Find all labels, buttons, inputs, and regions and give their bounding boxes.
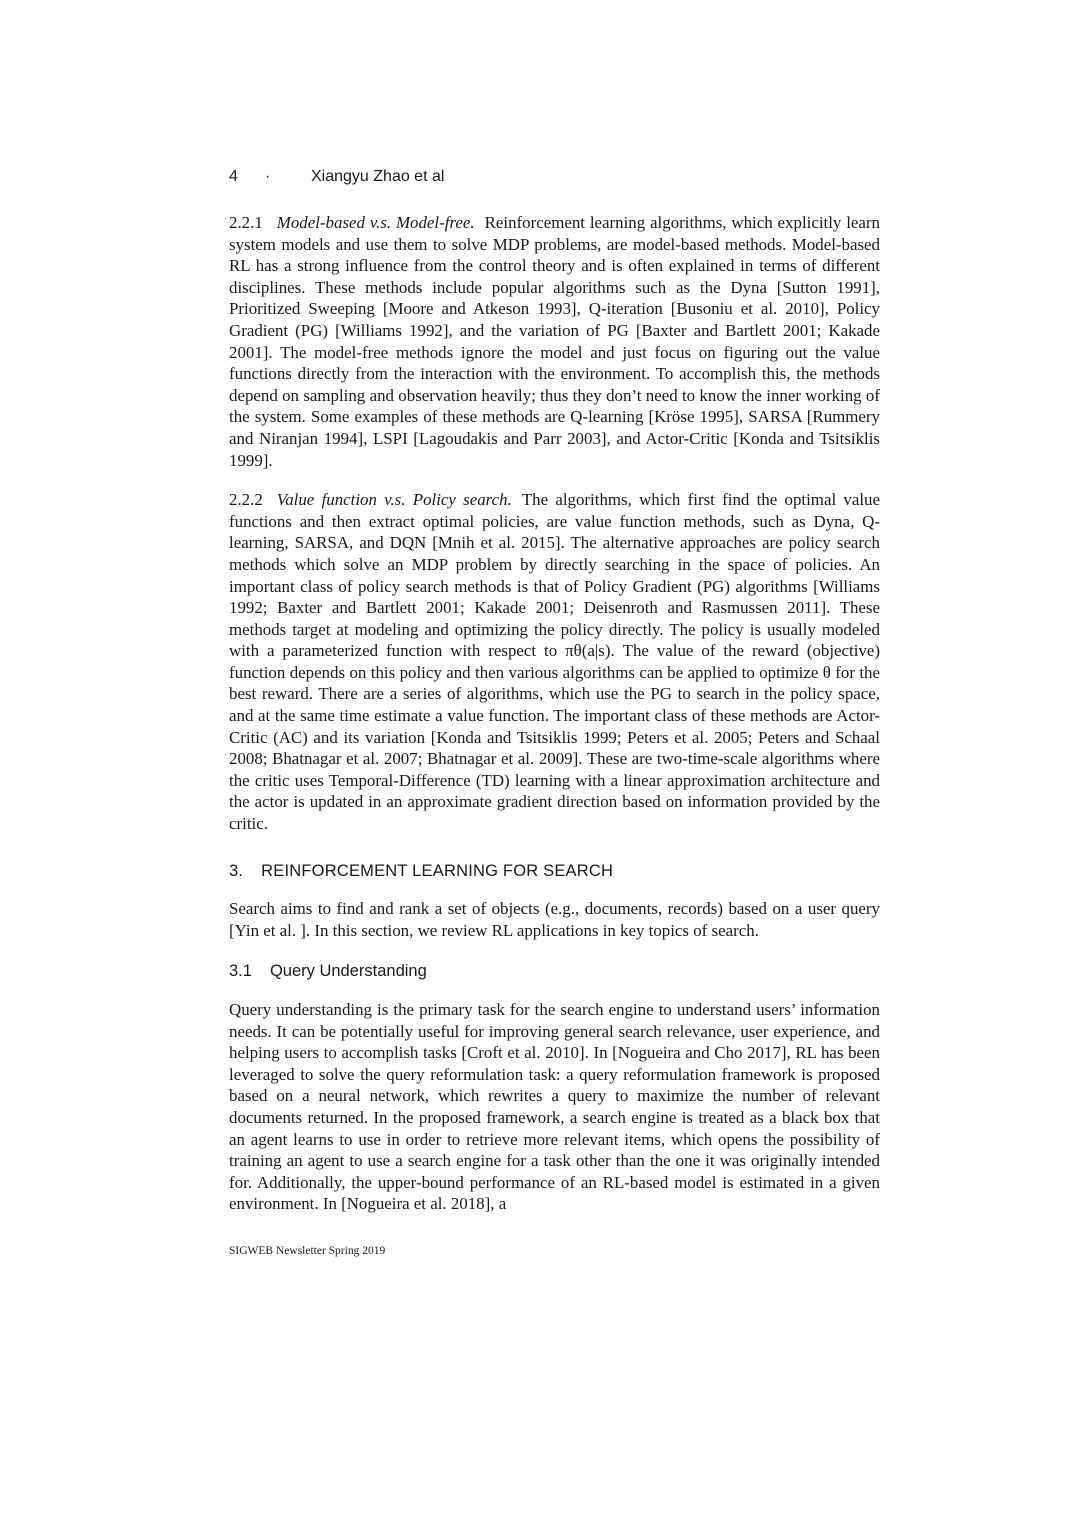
- section-3-1-number: 3.1: [229, 962, 252, 981]
- section-3-paragraph: Search aims to find and rank a set of objects (e.g., documents, records) based on a user query [Yin et al. ]. In this section, we review RL applications in key topics of search.: [229, 899, 880, 940]
- section-2-2-1-paragraph: [229, 212, 880, 471]
- section-3-1-title: Query Understanding: [269, 962, 427, 981]
- page-body: [229, 212, 880, 1215]
- section-2-2-2-text: The algorithms, which first find the optimal value functions and then extract optimal policies, are value function methods, such as Dyna, Q-learning, SARSA, and DQN [Mnih et al. 2015]. The alternative approaches are policy search methods which solve an MDP problem by directly searching in the space of policies. An important class of policy search methods is that of Policy Gradient (PG) algorithms [Williams 1992; Baxter and Bartlett 2001; Kakade 2001; Deisenroth and Rasmussen 2011]. These methods target at modeling and optimizing the policy directly. The policy is usually modeled with a parameterized function with respect to πθ(a|s). The value of the reward (objective) function depends on this policy and then various algorithms can be applied to optimize θ for the best reward. There are a series of algorithms, which use the PG to search in the policy space, and at the same time estimate a value function. The important class of these methods are Actor-Critic (AC) and its variation [Konda and Tsitsiklis 1999; Peters et al. 2005; Peters and Schaal 2008; Bhatnagar et al. 2007; Bhatnagar et al. 2009]. These are two-time-scale algorithms where the critic uses Temporal-Difference (TD) learning with a linear approximation architecture and the actor is updated in an approximate gradient direction based on information provided by the critic.: [229, 490, 880, 834]
- section-3-number: 3.: [229, 861, 244, 880]
- section-3-1-paragraph: Query understanding is the primary task for the search engine to understand users’ information needs. It can be potentially useful for improving general search relevance, user experience, and helping users to accomplish tasks [Croft et al. 2010]. In [Nogueira and Cho 2017], RL has been leveraged to solve the query reformulation task: a query reformulation framework is proposed based on a neural network, which rewrites a query to maximize the number of relevant documents returned. In the proposed framework, a search engine is treated as a black box that an agent learns to use in order to retrieve more relevant items, which opens the possibility of training an agent to use a search engine for a task other than the one it was originally intended for. Additionally, the upper-bound performance of an RL-based model is estimated in a given environment. In [Nogueira et al. 2018], a: [229, 1000, 880, 1214]
- page-number: 4: [229, 168, 238, 185]
- header-separator: ·: [265, 168, 271, 185]
- running-header: [229, 168, 444, 186]
- section-2-2-1-text: Reinforcement learning algorithms, which explicitly learn system models and use them to solve MDP problems, are model-based methods. Model-based RL has a strong influence from the control theory and is often explained in terms of different disciplines. These methods include popular algorithms such as the Dyna [Sutton 1991], Prioritized Sweeping [Moore and Atkeson 1993], Q-iteration [Busoniu et al. 2010], Policy Gradient (PG) [Williams 1992], and the variation of PG [Baxter and Bartlett 2001; Kakade 2001]. The model-free methods ignore the model and just focus on figuring out the value functions directly from the interaction with the environment. To accomplish this, the methods depend on sampling and observation heavily; thus they don’t need to know the inner working of the system. Some examples of these methods are Q-learning [Kröse 1995], SARSA [Rummery and Niranjan 1994], LSPI [Lagoudakis and Parr 2003], and Actor-Critic [Konda and Tsitsiklis 1999].: [229, 213, 880, 470]
- section-2-2-2-title: Value function v.s. Policy search.: [276, 490, 512, 510]
- section-3-1-heading: [229, 961, 880, 983]
- section-2-2-1-title: Model-based v.s. Model-free.: [276, 213, 475, 232]
- section-3-heading: [229, 861, 880, 883]
- section-2-2-1-number: 2.2.1: [229, 213, 263, 232]
- section-2-2-2-paragraph: [229, 489, 880, 835]
- section-2-2-2-number: 2.2.2: [229, 490, 263, 510]
- section-3-title: REINFORCEMENT LEARNING FOR SEARCH: [261, 861, 614, 880]
- page-footer: SIGWEB Newsletter Spring 2019: [229, 1245, 386, 1257]
- header-authors: Xiangyu Zhao et al: [311, 168, 445, 185]
